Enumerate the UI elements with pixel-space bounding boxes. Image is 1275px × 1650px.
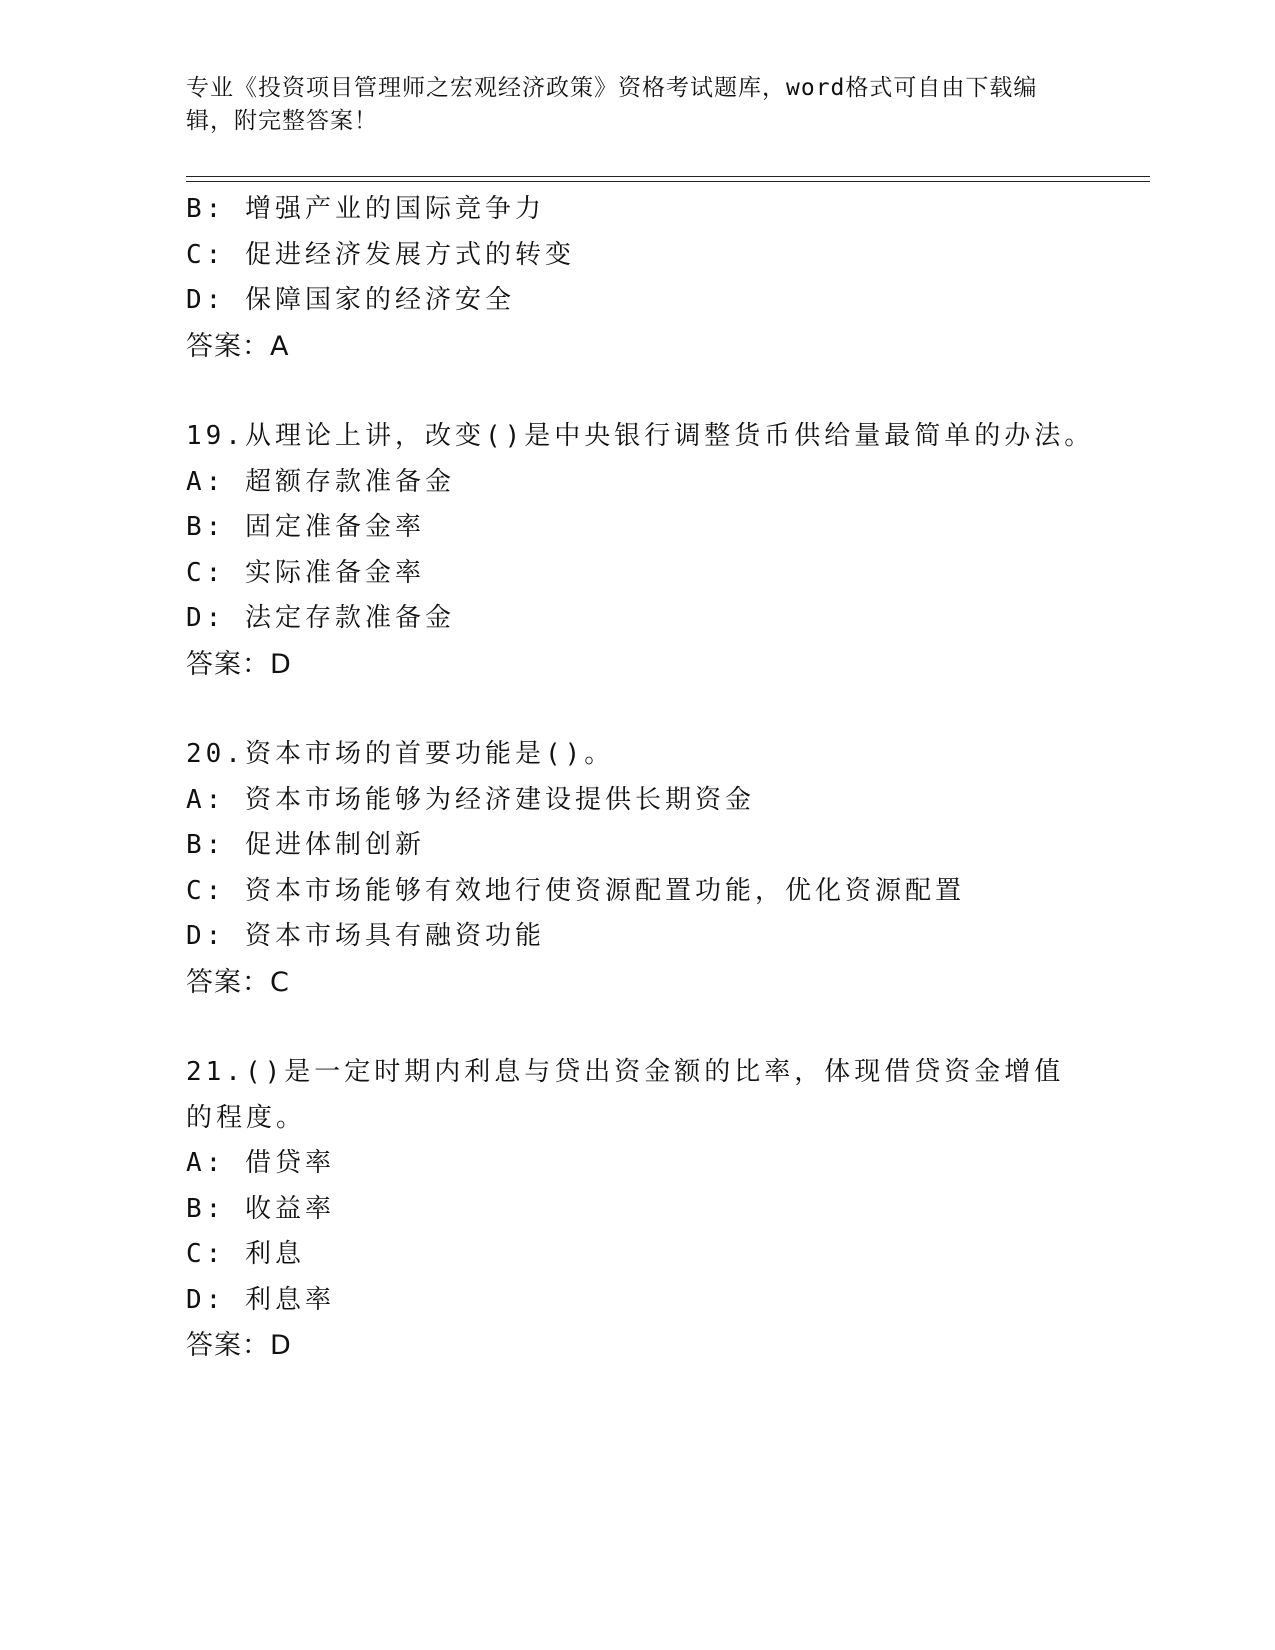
question-21 [186,1050,1086,1369]
option-d: D: 资本市场具有融资功能 [186,921,545,951]
option-c: C: 资本市场能够有效地行使资源配置功能，优化资源配置 [186,875,965,906]
question-19 [186,414,1095,687]
spacer [186,687,1086,732]
option-b: B: 增强产业的国际竞争力 [186,194,545,224]
answer: 答案：A [186,330,290,362]
option-c: C: 促进经济发展方式的转变 [186,239,575,270]
option-b: B: 促进体制创新 [186,830,425,860]
option-a: A: 借贷率 [186,1148,335,1178]
option-d: D: 利息率 [186,1284,335,1315]
question-18-continued [186,187,1086,369]
option-d: D: 保障国家的经济安全 [186,285,515,315]
header-divider [186,176,1150,182]
option-c: C: 实际准备金率 [186,557,425,588]
option-d: D: 法定存款准备金 [186,603,455,633]
option-c: C: 利息 [186,1239,305,1269]
question-text: 19.从理论上讲，改变()是中央银行调整货币供给量最简单的办法。 [186,421,1095,451]
page-header: 专业《投资项目管理师之宏观经济政策》资格考试题库，word格式可自由下载编辑，附完整答案！ [186,75,1038,134]
spacer [186,1005,1086,1050]
question-list [186,187,1095,1369]
question-text: 20.资本市场的首要功能是()。 [186,739,615,769]
answer: 答案：C [186,966,290,998]
question-20 [186,732,1086,1005]
answer: 答案：D [186,648,292,680]
option-a: A: 资本市场能够为经济建设提供长期资金 [186,784,755,815]
answer: 答案：D [186,1330,292,1361]
option-b: B: 固定准备金率 [186,512,425,542]
option-b: B: 收益率 [186,1193,335,1224]
spacer [186,369,1086,414]
question-text: 21.()是一定时期内利息与贷出资金额的比率，体现借贷资金增值的程度。 [186,1057,1065,1133]
option-a: A: 超额存款准备金 [186,466,455,497]
